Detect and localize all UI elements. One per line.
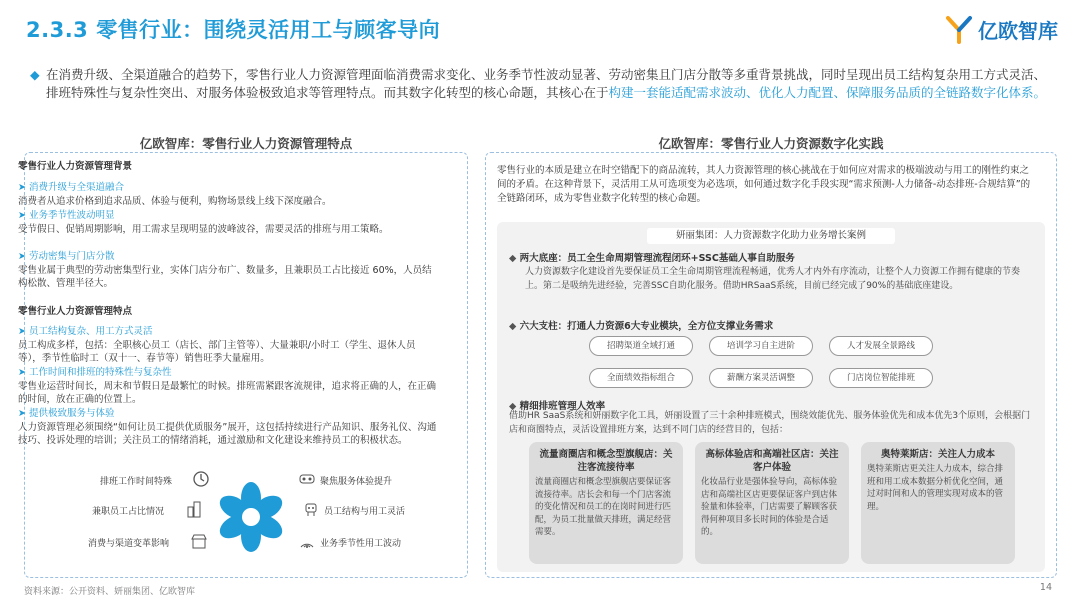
cluster-label: 排班工作时间特殊: [100, 477, 173, 487]
bg-item-title: ➤ 消费升级与全渠道融合: [18, 181, 438, 195]
store-type-name: 高标体验店和高端社区店：关注客户体验: [705, 449, 839, 473]
store-type-text: 流量商圈店和概念型旗舰店要保证客流接待率。店长会和每一个门店客流的变化情况和员工的在岗时间进行匹配，为员工批量做天排班，满足经营需要。: [535, 477, 672, 537]
right-panel-title: 亿欧智库：零售行业人力资源数字化实践: [658, 136, 884, 151]
feature-item-text: 人力资源管理必须围绕“如何让员工提供优质服务”展开，这包括持续进行产品知识、服务礼仪、沟通技巧、投诉处理的培训；关注员工的情绪消耗，通过激励和文化建设来维持员工的积极状态。: [18, 421, 437, 446]
intro-text: 在消费升级、全渠道融合的趋势下，零售行业人力资源管理面临消费需求变化、业务季节性波动显著、劳动密集且门店分散等多重背景挑战，同时呈现出员工结构复杂用工方式灵活、排班特殊性与复杂性突出、对服务体验极致追求等管理特点。而其数字化转型的核心命题，其核心在于: [46, 67, 1047, 100]
right-panel-intro: 零售行业的本质是建立在时空错配下的商品流转，其人力资源管理的核心挑战在于如何应对需求的极端波动与用工的刚性约束之间的矛盾。在这种背景下，灵活用工从可选项变为必选项，如何通过数字化手段实现“需求预测-人力储备-动态排班-合规结算”的全链路闭环，成为零售业数字化转型的核心命题。: [497, 165, 1031, 204]
store-type-text: 奥特莱斯店更关注人力成本，综合排班和用工成本数据分析优化空间，通过对时间和人的管理实现对成本的管理。: [867, 464, 1004, 512]
source-footnote: 资料来源：公开资料、妍丽集团、亿欧智库: [24, 587, 196, 597]
case-section-heading: ◆ 两大底座：员工全生命周期管理流程闭环+SSC基础人事自助服务: [509, 253, 795, 264]
bg-item-title: ➤ 劳动密集与门店分散: [18, 250, 438, 264]
store-type-card: [695, 442, 849, 564]
vr-headset-icon: [298, 470, 316, 488]
background-heading: 零售行业人力资源管理背景: [18, 161, 133, 172]
pillar-pill: 门店岗位智能排班: [829, 368, 933, 388]
logo-text: 亿欧智库: [978, 18, 1058, 43]
case-study-box: [497, 222, 1045, 572]
pillar-pill: 人才发展全景路线: [829, 336, 933, 356]
bg-item: [18, 209, 438, 236]
brand-logo: [944, 14, 1058, 44]
cluster-label: 员工结构与用工灵活: [324, 507, 406, 517]
signal-icon: [298, 532, 316, 550]
cluster-label: 兼职员工占比情况: [92, 507, 165, 517]
pillar-pill: 全面绩效指标组合: [589, 368, 693, 388]
feature-item-title: ➤ 提供极致服务与体验: [18, 407, 438, 421]
shop-icon: [190, 532, 208, 550]
store-type-card: [861, 442, 1015, 564]
page-title: 2.3.3 零售行业：围绕灵活用工与顾客导向: [26, 18, 441, 42]
feature-item: [18, 366, 438, 407]
diamond-bullet-icon: ◆: [30, 67, 40, 82]
bg-item: [18, 250, 438, 291]
feature-item-text: 零售业运营时间长，周末和节假日是最繁忙的时候。排班需紧跟客流规律，追求将正确的人，在正确的时间，放在正确的位置上。: [18, 380, 437, 405]
robot-icon: [302, 500, 320, 518]
case-section-heading: ◆ 六大支柱：打通人力资源6大专业模块，全方位支撑业务需求: [509, 321, 774, 332]
bg-item-text: 消费者从追求价格到追求品质、体验与便利，购物场景线上线下深度融合。: [18, 195, 332, 207]
bg-item: [18, 181, 438, 208]
feature-item-text: 员工构成多样，包括：全职核心员工（店长、部门主管等）、大量兼职/小时工（学生、退休人员等），季节性临时工（双十一、春节等）销售旺季大量雇用。: [18, 339, 416, 364]
clock-icon: [192, 470, 210, 488]
intro-highlight: 构建一套能适配需求波动、优化人力配置、保障服务品质的全链路数字化体系。: [608, 85, 1047, 100]
features-heading: 零售行业人力资源管理特点: [18, 306, 133, 317]
cluster-label: 聚焦服务体验提升: [320, 477, 393, 487]
store-type-name: 奥特莱斯店：关注人力成本: [880, 449, 995, 460]
case-section-text: 人力资源数字化建设首先要保证员工全生命周期管理流程畅通，优秀人才内外有序流动，让整个人力资源工作拥有健康的节奏上。第二是吸纳先进经验，完善SSC自助化服务。借助HRSaaS系统，目前已经完成了90%的基础底座建设。: [525, 267, 1021, 291]
factor-cluster-diagram: [44, 470, 444, 574]
case-title: 妍丽集团：人力资源数字化助力业务增长案例: [647, 228, 895, 244]
bg-item-text: 零售业属于典型的劳动密集型行业，实体门店分布广、数量多，且兼职员工占比接近 60%，人员结构松散、管理半径大。: [18, 264, 432, 289]
left-panel-title: 亿欧智库：零售行业人力资源管理特点: [139, 136, 353, 151]
bg-item-title: ➤ 业务季节性波动明显: [18, 209, 438, 223]
case-section-text: 借助HR SaaS系统和妍丽数字化工具，妍丽设置了三十余种排班模式，围绕效能优先、服务体验优先和成本优先3个原则，会根据门店和商圈特点，灵活设置排班方案，达到不同门店的经营目的，包括：: [509, 411, 1031, 435]
cluster-label: 业务季节性用工波动: [320, 539, 402, 549]
pillar-pill: 培训学习自主进阶: [709, 336, 813, 356]
feature-item-title: ➤ 员工结构复杂、用工方式灵活: [18, 325, 438, 339]
pillar-pill: 招聘渠道全域打通: [589, 336, 693, 356]
pinwheel-hub-icon: [214, 480, 288, 554]
feature-item: [18, 407, 438, 448]
feature-item: [18, 325, 438, 366]
city-icon: [186, 500, 204, 518]
page-number: 14: [1039, 582, 1052, 593]
feature-item-title: ➤ 工作时间和排班的特殊性与复杂性: [18, 366, 438, 380]
case-section-heading: ◆ 精细排班管理人效率: [509, 401, 606, 412]
intro-paragraph: [30, 66, 1058, 102]
bg-item-text: 受节假日、促销周期影响，用工需求呈现明显的波峰波谷，需要灵活的排班与用工策略。: [18, 223, 389, 235]
pillar-pill: 薪酬方案灵活调整: [709, 368, 813, 388]
logo-icon: [944, 14, 974, 44]
cluster-label: 消费与渠道变革影响: [88, 539, 170, 549]
store-type-name: 流量商圈店和概念型旗舰店：关注客流接待率: [539, 449, 673, 473]
store-type-card: [529, 442, 683, 564]
store-type-text: 化妆品行业是强体验导向，高标体验店和高端社区店更要保证客户到店体验量和体验率，门店需要了解顾客获得何种项目多长时间的体验是合适的。: [701, 477, 838, 537]
